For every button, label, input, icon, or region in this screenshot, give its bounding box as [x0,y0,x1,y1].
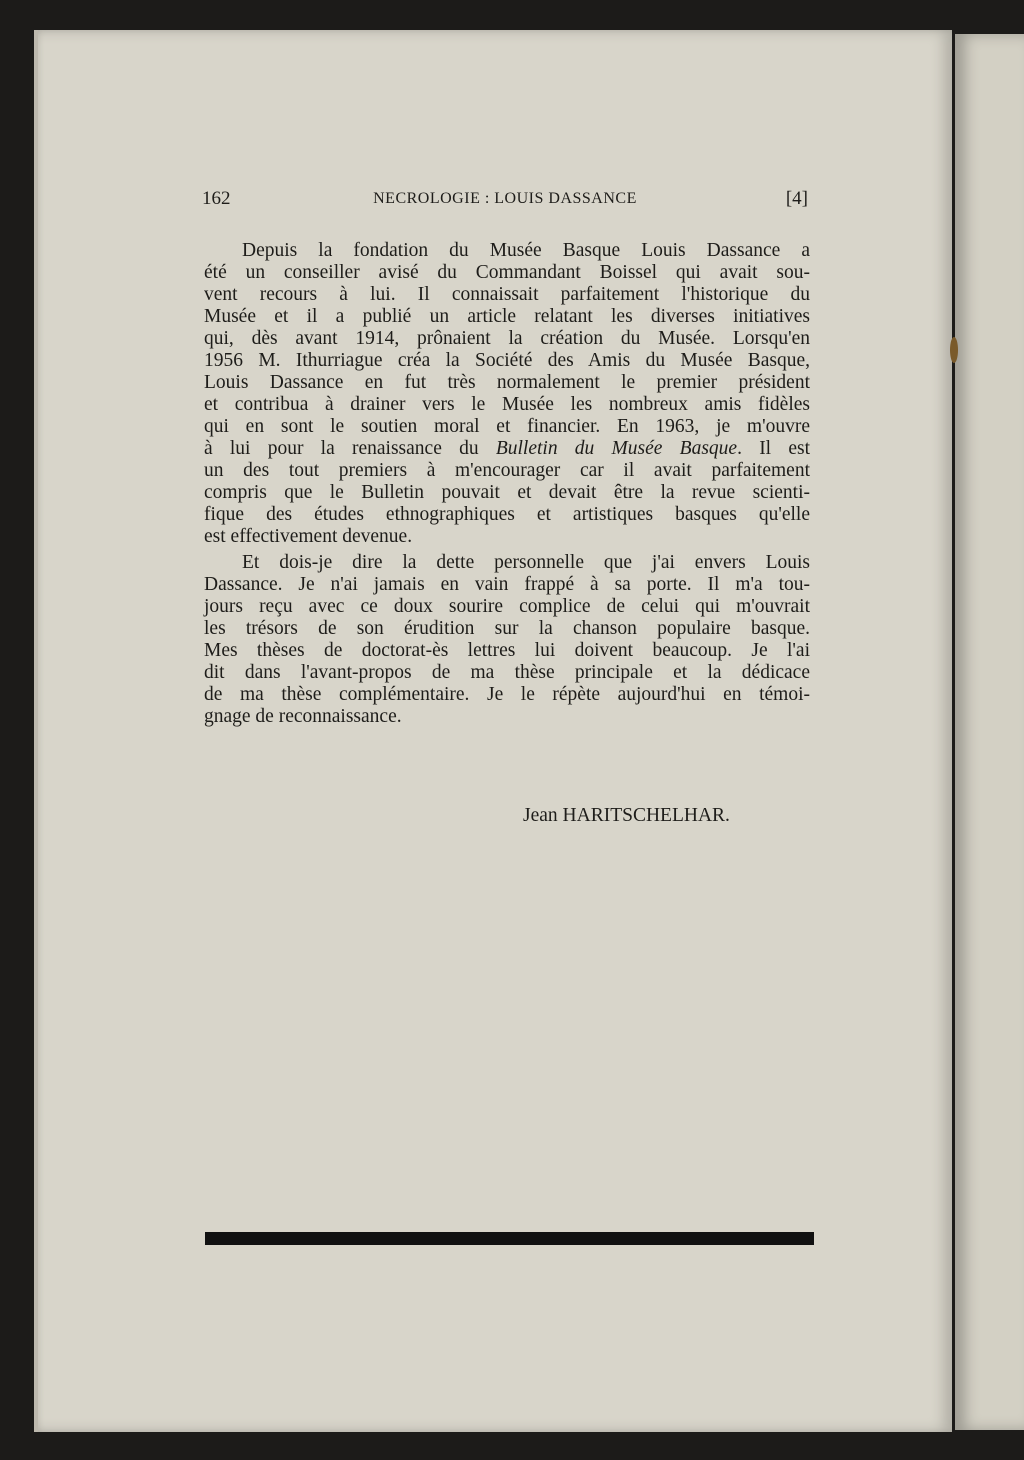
text-line: vent recours à lui. Il connaissait parfaitement l'historique du [204,284,810,305]
running-header [202,188,808,212]
facing-page-edge [955,34,1024,1430]
text-line: qui en sont le soutien moral et financier. En 1963, je m'ouvre [204,416,810,437]
section-number: [4] [785,188,808,209]
text-line: Depuis la fondation du Musée Basque Louis Dassance a [242,240,810,261]
text-line: de ma thèse complémentaire. Je le répète aujourd'hui en témoi- [204,684,810,705]
text-line: Louis Dassance en fut très normalement le premier président [204,372,810,393]
text-line: et contribua à drainer vers le Musée les nombreux amis fidèles [204,394,810,415]
stain-mark [950,337,958,363]
end-rule [205,1232,814,1245]
text-line: Mes thèses de doctorat-ès lettres lui doivent beaucoup. Je l'ai [204,640,810,661]
text-line: est effectivement devenue. [204,526,413,547]
text-line: un des tout premiers à m'encourager car il avait parfaitement [204,460,810,481]
paragraph-1 [204,240,810,548]
text-line: dit dans l'avant-propos de ma thèse principale et la dédicace [204,662,810,683]
text-line: Dassance. Je n'ai jamais en vain frappé à sa porte. Il m'a tou- [204,574,810,595]
running-title: NECROLOGIE : LOUIS DASSANCE [373,190,637,207]
article-body [204,240,810,728]
text-line: gnage de reconnaissance. [204,706,402,727]
text-line [204,438,810,460]
author-signature: Jean HARITSCHELHAR. [523,805,730,826]
text-line: qui, dès avant 1914, prônaient la création du Musée. Lorsqu'en [204,328,810,349]
text-segment: . Il est [737,438,810,459]
text-line: compris que le Bulletin pouvait et devait être la revue scienti- [204,482,810,503]
page-number: 162 [202,188,231,209]
text-line: les trésors de son érudition sur la chanson populaire basque. [204,618,810,639]
text-line: fique des études ethnographiques et artistiques basques qu'elle [204,504,810,525]
journal-title: Bulletin du Musée Basque [495,438,738,459]
text-line: 1956 M. Ithurriague créa la Société des Amis du Musée Basque, [204,350,810,371]
paragraph-2 [204,552,810,728]
text-line: Et dois-je dire la dette personnelle que j'ai envers Louis [242,552,810,573]
text-line: Musée et il a publié un article relatant les diverses initiatives [204,306,810,327]
page-edge [34,30,38,1432]
text-line: été un conseiller avisé du Commandant Boissel qui avait sou- [204,262,810,283]
text-segment: à lui pour la renaissance du [204,438,496,459]
text-line: jours reçu avec ce doux sourire complice de celui qui m'ouvrait [204,596,810,617]
